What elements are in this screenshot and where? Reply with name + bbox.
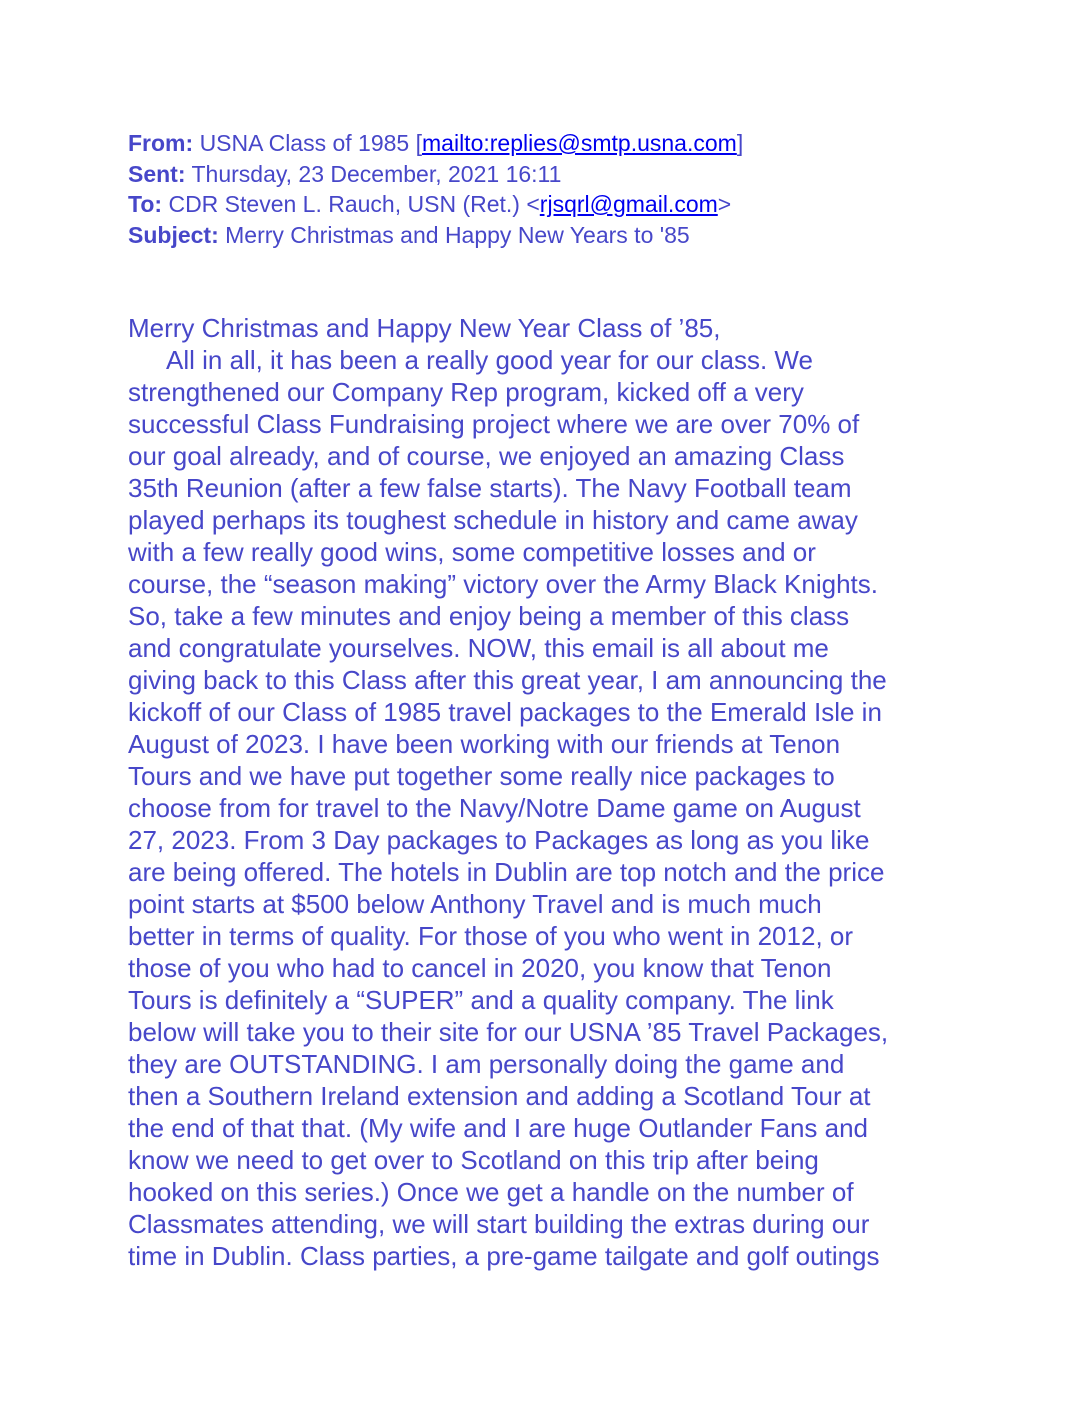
body-line: played perhaps its toughest schedule in history and came away [128,505,858,535]
to-email-link[interactable]: rjsqrl@gmail.com [539,191,718,217]
body-line: with a few really good wins, some competitive losses and or [128,537,816,567]
sent-label: Sent: [128,160,186,187]
email-header [128,128,1028,250]
body-line: and congratulate yourselves. NOW, this email is all about me [128,633,829,663]
body-line: are being offered. The hotels in Dublin are top notch and the price [128,857,885,887]
body-line: giving back to this Class after this great year, I am announcing the [128,665,887,695]
body-line: better in terms of quality. For those of you who went in 2012, or [128,921,854,951]
body-line: know we need to get over to Scotland on this trip after being [128,1145,819,1175]
body-line: Classmates attending, we will start building the extras during our [128,1209,870,1239]
body-line: kickoff of our Class of 1985 travel packages to the Emerald Isle in [128,697,882,727]
body-line: Tours and we have put together some really nice packages to [128,761,835,791]
sent-value: Thursday, 23 December, 2021 16:11 [191,160,562,187]
body-line: point starts at $500 below Anthony Travel and is much much [128,889,822,919]
body-line: they are OUTSTANDING. I am personally doing the game and [128,1049,845,1079]
from-row: From: USNA Class of 1985 [mailto:replies@smtp.usna.com] [128,130,744,156]
body-line: hooked on this series.) Once we get a handle on the number of [128,1177,854,1207]
body-line: strengthened our Company Rep program, kicked off a very [128,377,804,407]
subject-label: Subject: [128,221,219,248]
body-line: the end of that that. (My wife and I are huge Outlander Fans and [128,1113,869,1143]
from-label: From: [128,130,194,156]
greeting: Merry Christmas and Happy New Year Class of ’85, [128,313,721,343]
body-line: then a Southern Ireland extension and adding a Scotland Tour at [128,1081,871,1111]
body-line: our goal already, and of course, we enjoyed an amazing Class [128,441,845,471]
from-mailto-link[interactable]: mailto:replies@smtp.usna.com [422,130,737,156]
subject-row [128,220,1028,251]
body-line: course, the “season making” victory over the Army Black Knights. [128,569,878,599]
subject-value: Merry Christmas and Happy New Years to '85 [225,221,690,248]
body-line: So, take a few minutes and enjoy being a member of this class [128,601,850,631]
body-line: time in Dublin. Class parties, a pre-game tailgate and golf outings [128,1241,880,1271]
to-label: To: [128,191,163,217]
body-line: All in all, it has been a really good year for our class. We [166,345,813,375]
body-line: those of you who had to cancel in 2020, you know that Tenon [128,953,832,983]
body-line: Tours is definitely a “SUPER” and a quality company. The link [128,985,834,1015]
from-name: USNA Class of 1985 [199,130,410,156]
body-line: 27, 2023. From 3 Day packages to Packages as long as you like [128,825,870,855]
body-line: below will take you to their site for our USNA ’85 Travel Packages, [128,1017,889,1047]
body-line: choose from for travel to the Navy/Notre Dame game on August [128,793,861,823]
to-name: CDR Steven L. Rauch, USN (Ret.) [168,191,520,217]
body-line: August of 2023. I have been working with our friends at Tenon [128,729,841,759]
body-line: 35th Reunion (after a few false starts). The Navy Football team [128,473,852,503]
body-line: successful Class Fundraising project where we are over 70% of [128,409,860,439]
email-body [128,312,978,1272]
sent-row [128,159,1028,190]
to-row: To: CDR Steven L. Rauch, USN (Ret.) <rjsqrl@gmail.com> [128,191,732,217]
